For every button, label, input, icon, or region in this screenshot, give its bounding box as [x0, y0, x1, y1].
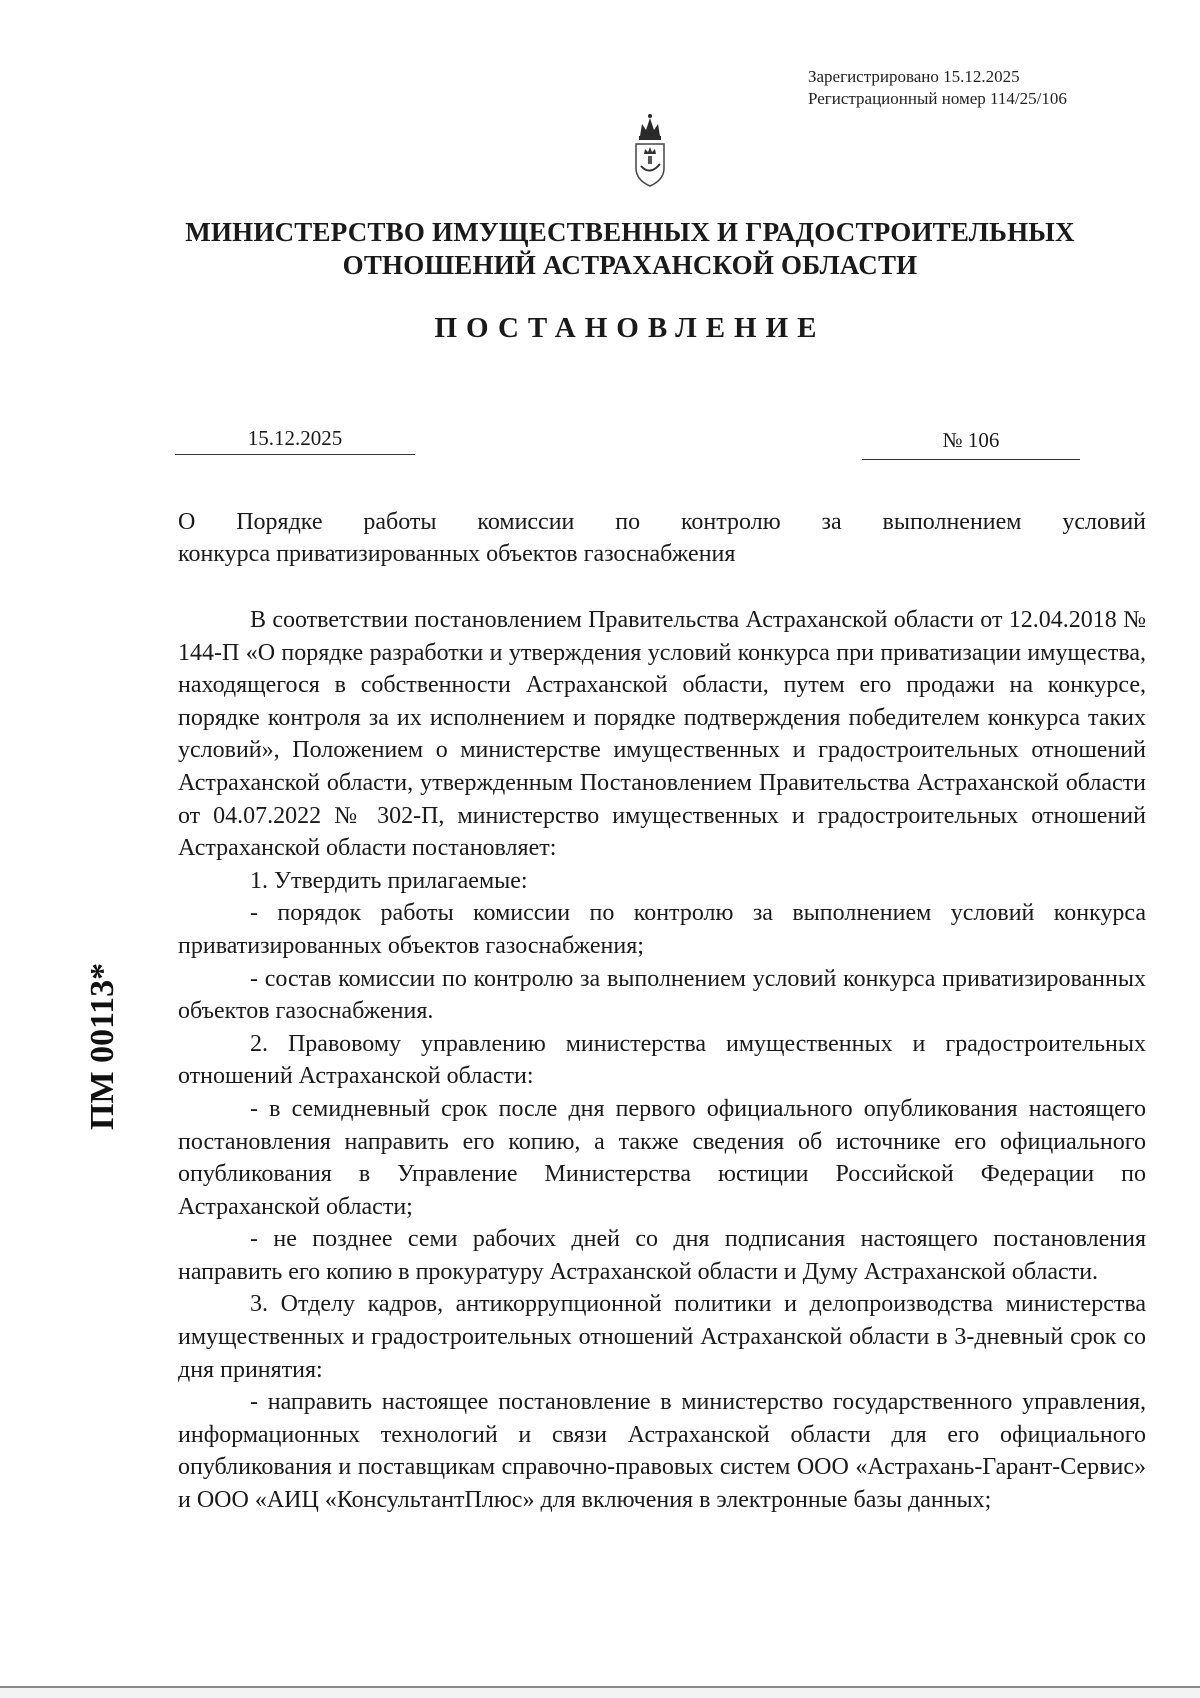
- date-underline: [175, 454, 415, 455]
- document-body: [178, 604, 1146, 1517]
- document-subject: [178, 506, 1146, 570]
- document-number: № 106: [942, 428, 1000, 452]
- page-bottom-edge: [0, 1686, 1200, 1698]
- registration-date: Зарегистрировано 15.12.2025: [808, 67, 1020, 86]
- item-1: 1. Утвердить прилагаемые:: [250, 867, 528, 894]
- item-2: 2. Правовому управлению министерства имущественных и градостроительных отношений Астраханской области:: [178, 1030, 1146, 1090]
- item-2-a: - в семидневный срок после дня первого официального опубликования настоящего постановления направить его копию, а также сведения об источнике его официального опубликования в Управление Министерства юстиции Российской Федерации по Астраханской области;: [178, 1095, 1146, 1220]
- intro-paragraph: В соответствии постановлением Правительства Астраханской области от 12.04.2018 № 144-П «О порядке разработки и утверждения условий конкурса при приватизации имущества, находящегося в собственности Астраханской области, путем его продажи на конкурсе, порядке контроля за их исполнением и порядке подтверждения победителем конкурса таких условий», Положением о министерстве имущественных и градостроительных отношений Астраханской области, утвержденным Постановлением Правительства Астраханской области от 04.07.2022 № 302-П, министерство имущественных и градостроительных отношений Астраханской области постановляет:: [178, 607, 1146, 862]
- document-date: 15.12.2025: [247, 426, 343, 450]
- ministry-name-line2: ОТНОШЕНИЙ АСТРАХАНСКОЙ ОБЛАСТИ: [342, 250, 918, 280]
- document-type: ПОСТАНОВЛЕНИЕ: [434, 312, 826, 344]
- subject-line2: конкурса приватизированных объектов газоснабжения: [178, 541, 736, 567]
- item-3-a: - направить настоящее постановление в министерство государственного управления, информационных технологий и связи Астраханской области для его официального опубликования и поставщикам справочно-правовых систем ООО «Астрахань-Гарант-Сервис» и ООО «АИЦ «КонсультантПлюс» для включения в электронные базы данных;: [178, 1389, 1146, 1514]
- item-1-b: - состав комиссии по контролю за выполнением условий конкурса приватизированных объектов газоснабжения.: [178, 965, 1146, 1025]
- side-stamp: ПМ 00113*: [84, 962, 121, 1130]
- ministry-name-line1: МИНИСТЕРСТВО ИМУЩЕСТВЕННЫХ И ГРАДОСТРОИТЕЛЬНЫХ: [185, 217, 1075, 247]
- number-underline: [862, 459, 1080, 460]
- item-2-b: - не позднее семи рабочих дней со дня подписания настоящего постановления направить его копию в прокуратуру Астраханской области и Думу Астраханской области.: [178, 1226, 1146, 1285]
- item-3: 3. Отделу кадров, антикоррупционной политики и делопроизводства министерства имущественных и градостроительных отношений Астраханской области в 3-дневный срок со дня принятия:: [178, 1291, 1146, 1383]
- item-1-a: - порядок работы комиссии по контролю за выполнением условий конкурса приватизированных объектов газоснабжения;: [178, 900, 1146, 959]
- ministry-name: [160, 216, 1100, 282]
- astrakhan-coat-of-arms-icon: [630, 106, 670, 188]
- registration-number: Регистрационный номер 114/25/106: [808, 89, 1067, 108]
- registration-block: [808, 66, 1067, 110]
- subject-line1: О Порядке работы комиссии по контролю за выполнением условий: [178, 509, 1146, 535]
